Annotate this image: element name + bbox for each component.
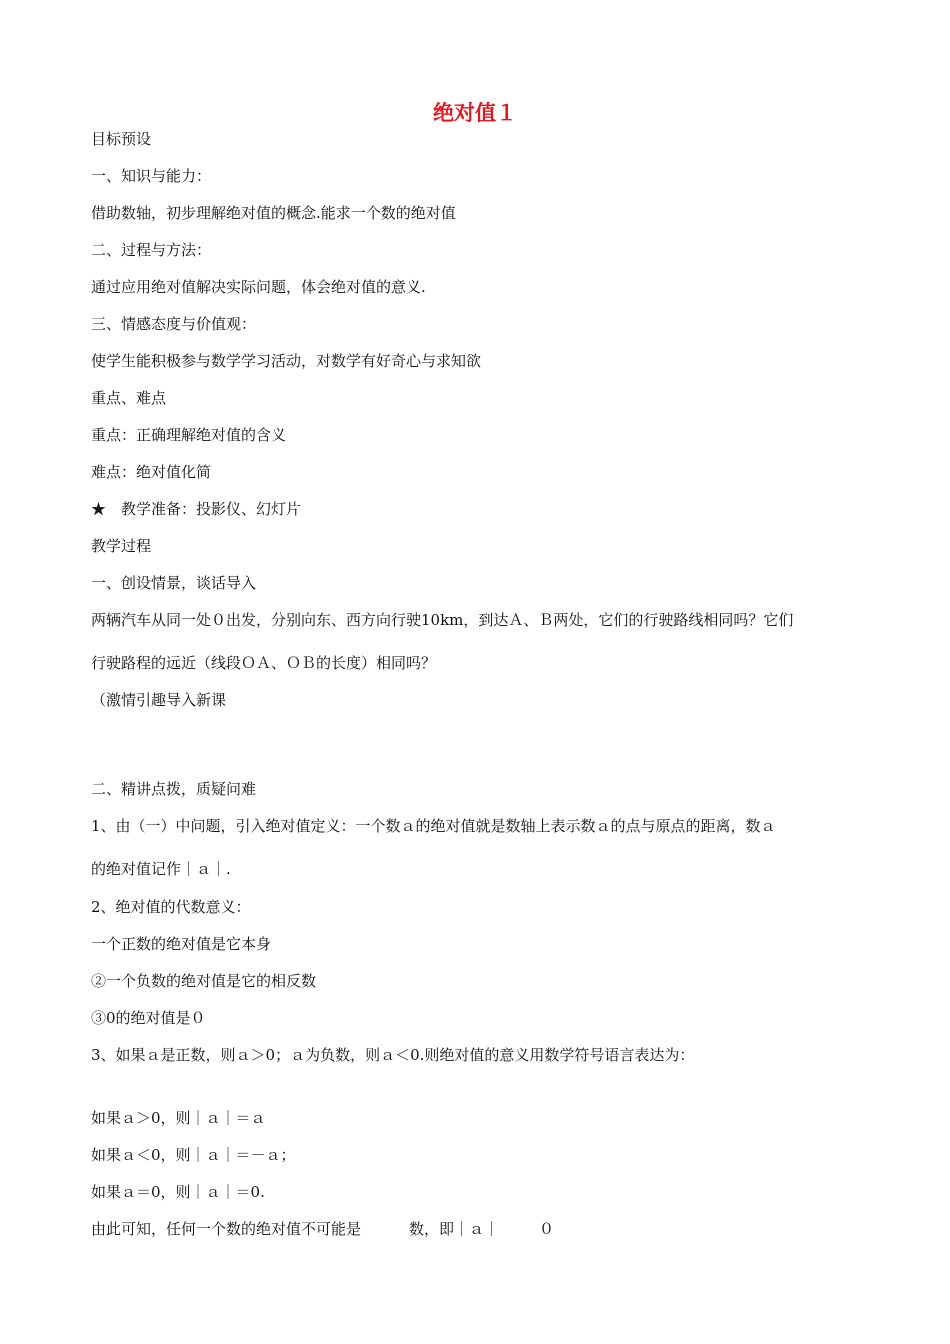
formula-line: 如果ａ＞0，则｜ａ｜＝ａ	[91, 1109, 266, 1127]
text-fragment: ０	[539, 1220, 555, 1238]
text-fragment: 数，即｜ａ｜	[409, 1220, 500, 1238]
text-line: 使学生能积极参与数学学习活动，对数学有好奇心与求知欲	[91, 352, 482, 370]
text-line: （激情引趣导入新课	[91, 691, 227, 709]
text-line: 行驶路程的远近（线段ＯＡ、ＯＢ的长度）相同吗？	[91, 654, 437, 672]
text-line: 二、过程与方法：	[91, 241, 212, 259]
text-line: 2、绝对值的代数意义：	[91, 898, 251, 916]
text-line: 三、情感态度与价值观：	[91, 315, 257, 333]
section-heading: 目标预设	[91, 130, 152, 148]
text-line: ③0的绝对值是０	[91, 1009, 206, 1027]
text-line: 二、精讲点拨，质疑问难	[91, 780, 257, 798]
text-line: ★ 教学准备：投影仪、幻灯片	[91, 500, 302, 518]
text-line: 借助数轴，初步理解绝对值的概念.能求一个数的绝对值	[91, 204, 456, 222]
section-heading: 重点、难点	[91, 389, 167, 407]
text-line	[91, 1218, 554, 1240]
formula-line: 如果ａ＜0，则｜ａ｜＝－ａ；	[91, 1146, 296, 1164]
text-line: 通过应用绝对值解决实际问题，体会绝对值的意义.	[91, 278, 426, 296]
text-line: 重点：正确理解绝对值的含义	[91, 426, 287, 444]
text-line: 难点：绝对值化简	[91, 463, 212, 481]
text-line: 1、由（一）中问题，引入绝对值定义：一个数ａ的绝对值就是数轴上表示数ａ的点与原点的距离，数ａ	[91, 817, 776, 835]
page-title: 绝对值１	[433, 100, 517, 125]
text-line: ②一个负数的绝对值是它的相反数	[91, 972, 317, 990]
section-heading: 教学过程	[91, 537, 152, 555]
text-line: 两辆汽车从同一处０出发，分别向东、西方向行驶10km，到达Ａ、Ｂ两处，它们的行驶路线相同吗？它们	[91, 611, 794, 629]
text-line: 一、创设情景，谈话导入	[91, 574, 257, 592]
text-line: 3、如果ａ是正数，则ａ＞0；ａ为负数，则ａ＜0.则绝对值的意义用数学符号语言表达为：	[91, 1046, 695, 1064]
text-line: 的绝对值记作｜ａ｜.	[91, 860, 231, 878]
text-fragment: 由此可知，任何一个数的绝对值不可能是	[91, 1220, 362, 1238]
formula-line: 如果ａ＝0，则｜ａ｜＝0.	[91, 1183, 265, 1201]
text-line: 一个正数的绝对值是它本身	[91, 935, 272, 953]
text-line: 一、知识与能力：	[91, 167, 212, 185]
